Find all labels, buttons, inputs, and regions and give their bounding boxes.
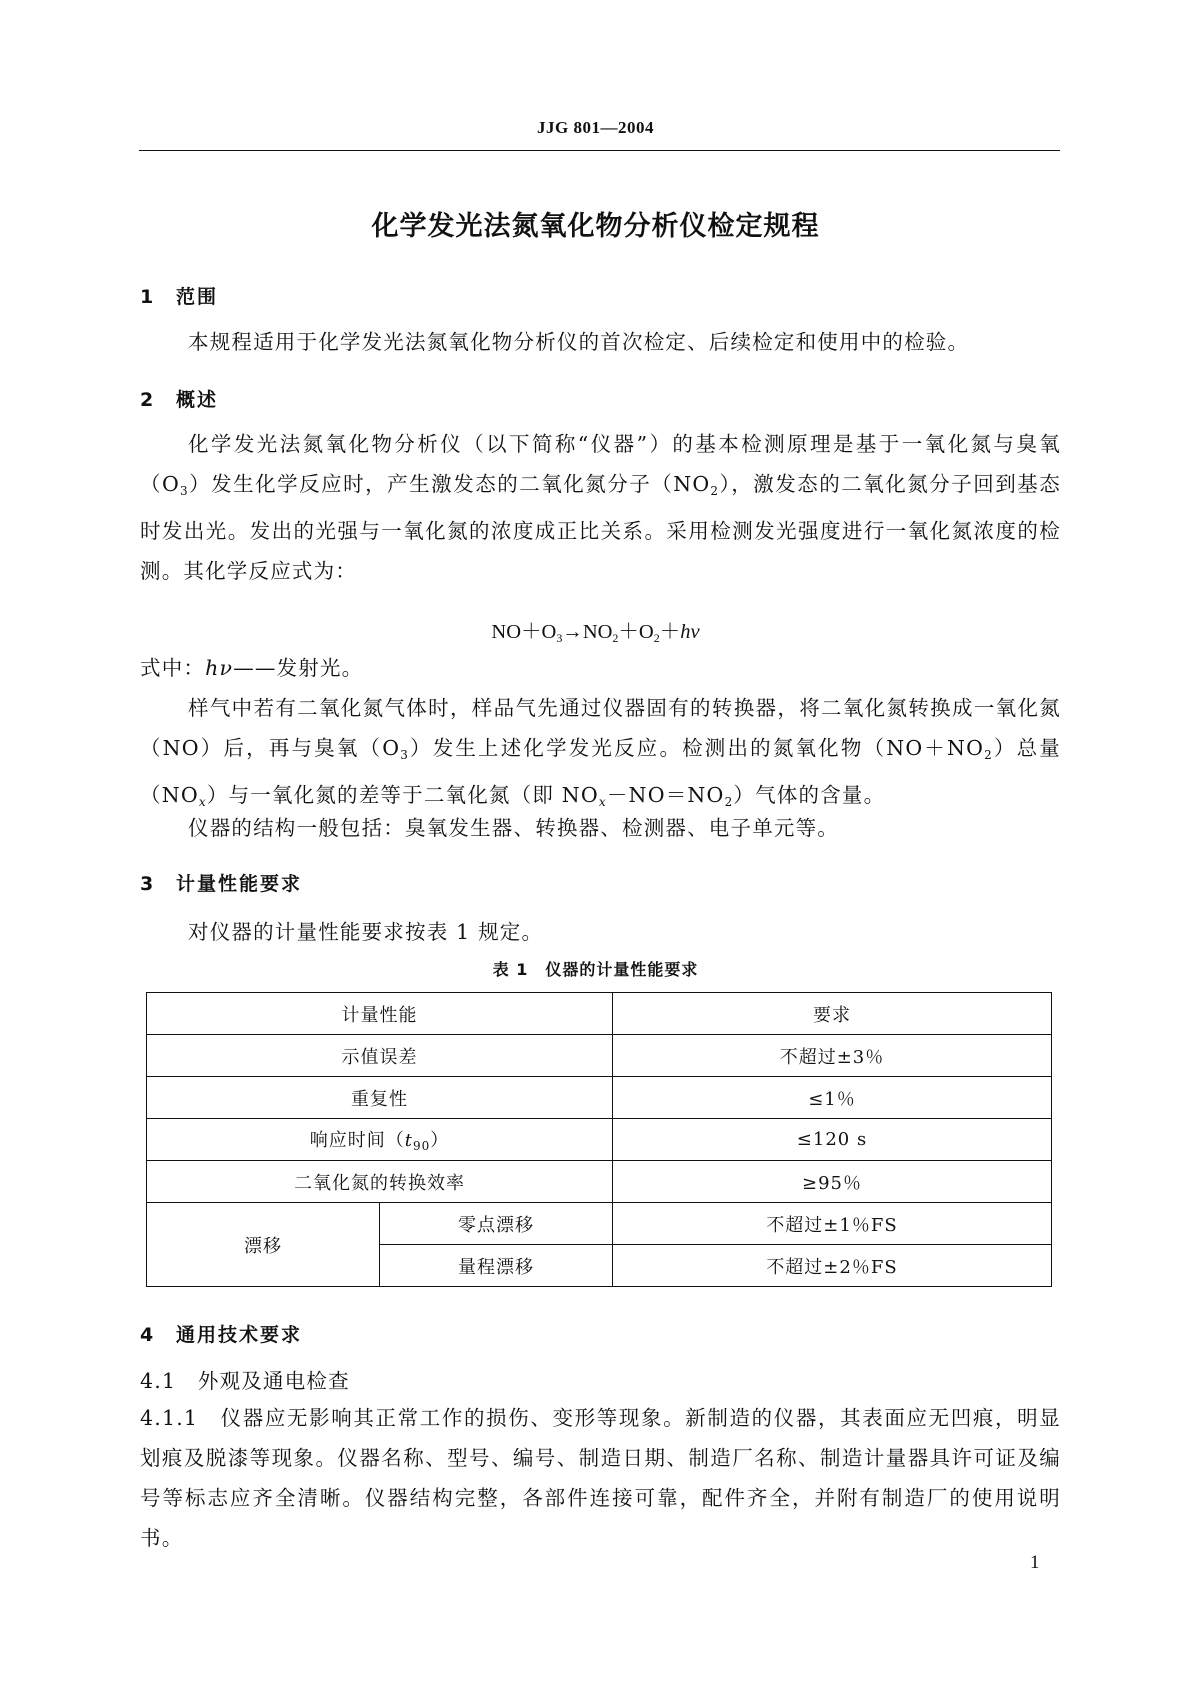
property-cell: 量程漂移 [380, 1245, 613, 1287]
section-4-heading [140, 1320, 302, 1347]
subscript: x [598, 795, 607, 809]
subscript: 2 [710, 484, 720, 498]
requirement-cell: ≤1％ [613, 1077, 1052, 1119]
section-2-paragraph-3: 仪器的结构一般包括：臭氧发生器、转换器、检测器、电子单元等。 [188, 816, 839, 840]
standard-code: JJG 801—2004 [537, 118, 654, 137]
section-number: 2 [140, 389, 154, 411]
text-run: ）总量（NO [140, 736, 1061, 807]
requirement-cell: ≥95％ [613, 1161, 1052, 1203]
property-cell: 零点漂移 [380, 1203, 613, 1245]
table-header-row [147, 993, 1052, 1035]
subscript: 2 [612, 631, 619, 645]
section-title: 计量性能要求 [176, 873, 303, 895]
formula-part: ＋ [659, 621, 681, 643]
formula-part: →NO [562, 621, 613, 643]
property-cell: 重复性 [147, 1077, 613, 1119]
requirement-cell: ≤120 s [613, 1119, 1052, 1161]
subscript: 90 [412, 1139, 431, 1153]
formula-legend [140, 648, 1061, 688]
text-run: －NO＝NO [606, 783, 725, 807]
section-1-heading [140, 282, 218, 309]
text-run: ） [430, 1130, 450, 1151]
property-cell: 示值误差 [147, 1035, 613, 1077]
subscript: 2 [653, 631, 660, 645]
section-3-paragraph: 对仪器的计量性能要求按表 1 规定。 [188, 920, 544, 944]
requirement-cell: 不超过±1％FS [613, 1203, 1052, 1245]
text-run: 响应时间（ [309, 1130, 405, 1151]
subscript: 3 [400, 748, 410, 762]
formula-part: NO＋O [491, 621, 557, 643]
table-row [147, 1035, 1052, 1077]
text-run: 样气中若有二氧化氮气体时，样品气先通过仪器固有的转换器，将二氧化氮转换成一氧化氮（NO）后，再与臭氧（O [140, 696, 1061, 760]
section-2-paragraph-1 [140, 424, 1061, 591]
section-title: 通用技术要求 [176, 1324, 303, 1346]
subscript: x [198, 795, 207, 809]
formula-part: hν [680, 621, 700, 643]
text-run: 式中： [140, 656, 206, 680]
section-2-heading [140, 385, 218, 412]
table-row [147, 1161, 1052, 1203]
section-title: 范围 [176, 286, 219, 308]
clause-text: 仪器应无影响其正常工作的损伤、变形等现象。新制造的仪器，其表面应无凹痕，明显划痕及脱漆等现象。仪器名称、型号、编号、制造日期、制造厂名称、制造计量器具许可证及编号等标志应齐全清晰。仪器结构完整，各部件连接可靠，配件齐全，并附有制造厂的使用说明书。 [140, 1406, 1061, 1550]
text-run: ）发生上述化学发光反应。检测出的氮氧化物（NO＋NO [409, 736, 985, 760]
requirement-cell: 不超过±2％FS [613, 1245, 1052, 1287]
text-run: ）气体的含量。 [733, 783, 886, 807]
section-number: 3 [140, 873, 154, 895]
table-caption: 表 1 仪器的计量性能要求 [492, 960, 699, 979]
text-run: 化学发光法氮氧化物分析仪（以下简称“仪器”）的基本检测原理是基于一氧化氮与臭氧（O [140, 432, 1061, 496]
table-row [147, 1119, 1052, 1161]
subscript: 2 [724, 795, 734, 809]
formula-part: ＋O [618, 621, 654, 643]
table-row [147, 1077, 1052, 1119]
subscript: 3 [180, 484, 189, 498]
header-cell-property: 计量性能 [147, 993, 613, 1035]
subscript: 2 [984, 748, 993, 762]
text-run: ）发生化学反应时，产生激发态的二氧化氮分子（NO [188, 472, 711, 496]
section-3-heading [140, 869, 302, 896]
page-number: 1 [1030, 1552, 1040, 1573]
section-2-paragraph-2 [140, 688, 1061, 822]
table-row [147, 1203, 1052, 1245]
reaction-formula [0, 614, 1191, 646]
subscript: 3 [556, 631, 563, 645]
text-run: ）与一氧化氮的差等于二氧化氮（即 NO [206, 783, 599, 807]
requirements-table [146, 992, 1052, 1287]
subsection-4-1-heading: 4.1 外观及通电检查 [140, 1369, 350, 1393]
property-cell: 二氧化氮的转换效率 [147, 1161, 613, 1203]
text-run: ），激发态的二氧化氮分子回到基态时发出光。发出的光强与一氧化氮的浓度成正比关系。采用检测发光强度进行一氧化氮浓度的检测。其化学反应式为： [140, 472, 1061, 583]
property-cell [147, 1119, 613, 1161]
section-number: 4 [140, 1324, 154, 1346]
text-run: t [404, 1130, 413, 1151]
requirement-cell: 不超过±3％ [613, 1035, 1052, 1077]
clause-number: 4.1.1 [140, 1406, 199, 1430]
section-number: 1 [140, 286, 154, 308]
header-cell-requirement: 要求 [613, 993, 1052, 1035]
text-run: ——发射光。 [233, 656, 364, 680]
section-1-paragraph: 本规程适用于化学发光法氮氧化物分析仪的首次检定、后续检定和使用中的检验。 [188, 330, 970, 354]
header-rule [139, 150, 1060, 151]
page-title: 化学发光法氮氧化物分析仪检定规程 [371, 211, 820, 242]
text-run: hν [205, 656, 234, 680]
subsection-4-1-1-paragraph [140, 1398, 1061, 1558]
drift-group-cell: 漂移 [147, 1203, 380, 1287]
section-title: 概述 [176, 389, 219, 411]
